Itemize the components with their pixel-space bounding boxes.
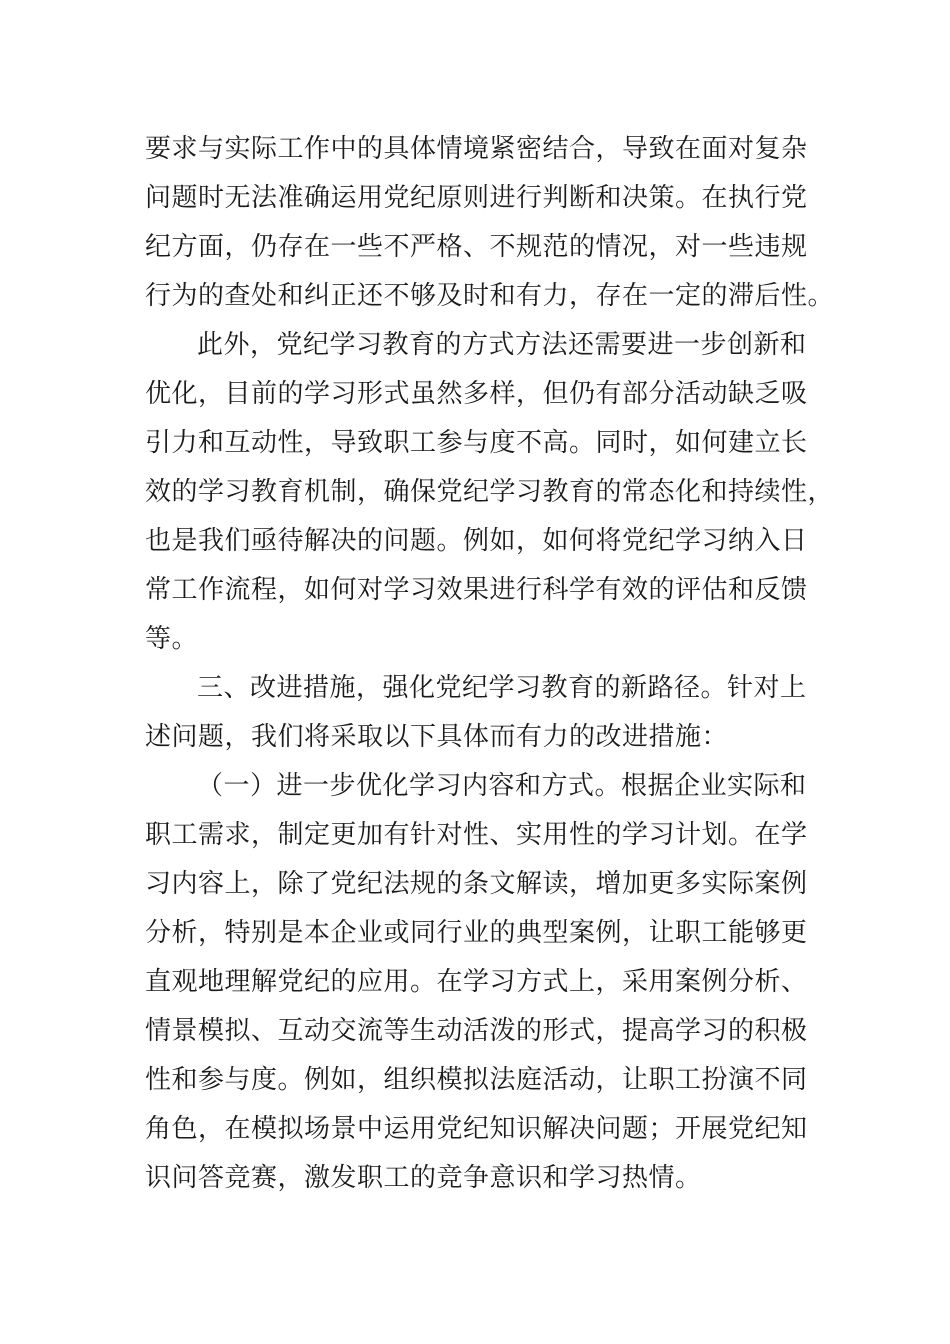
text-line: 效的学习教育机制，确保党纪学习教育的常态化和持续性， bbox=[145, 477, 835, 507]
paragraph bbox=[145, 125, 835, 321]
text-line: 述问题，我们将采取以下具体而有力的改进措施： bbox=[145, 722, 729, 752]
text-line: 职工需求，制定更加有针对性、实用性的学习计划。在学 bbox=[145, 820, 808, 850]
text-line: 习内容上，除了党纪法规的条文解读，增加更多实际案例 bbox=[145, 869, 808, 899]
paragraph bbox=[145, 762, 810, 1203]
text-line: 角色，在模拟场景中运用党纪知识解决问题；开展党纪知 bbox=[145, 1114, 808, 1144]
text-line: 分析，特别是本企业或同行业的典型案例，让职工能够更 bbox=[145, 918, 808, 948]
paragraph bbox=[145, 664, 810, 762]
text-line: （一）进一步优化学习内容和方式。根据企业实际和 bbox=[197, 771, 807, 801]
text-line: 引力和互动性，导致职工参与度不高。同时，如何建立长 bbox=[145, 428, 808, 458]
text-line: 优化，目前的学习形式虽然多样，但仍有部分活动缺乏吸 bbox=[145, 379, 808, 409]
text-line: 纪方面，仍存在一些不严格、不规范的情况，对一些违规 bbox=[145, 232, 808, 262]
text-line: 三、改进措施，强化党纪学习教育的新路径。针对上 bbox=[197, 673, 807, 703]
text-line: 等。 bbox=[145, 624, 199, 654]
text-line: 情景模拟、互动交流等生动活泼的形式，提高学习的积极 bbox=[145, 1016, 808, 1046]
text-line: 此外，党纪学习教育的方式方法还需要进一步创新和 bbox=[197, 330, 807, 360]
document-body bbox=[145, 125, 835, 1203]
text-line: 问题时无法准确运用党纪原则进行判断和决策。在执行党 bbox=[145, 183, 808, 213]
text-line: 行为的查处和纠正还不够及时和有力，存在一定的滞后性。 bbox=[145, 281, 835, 311]
text-line: 也是我们亟待解决的问题。例如，如何将党纪学习纳入日 bbox=[145, 526, 808, 556]
text-line: 性和参与度。例如，组织模拟法庭活动，让职工扮演不同 bbox=[145, 1065, 808, 1095]
text-line: 要求与实际工作中的具体情境紧密结合，导致在面对复杂 bbox=[145, 134, 808, 164]
text-line: 识问答竞赛，激发职工的竞争意识和学习热情。 bbox=[145, 1163, 702, 1193]
text-line: 直观地理解党纪的应用。在学习方式上，采用案例分析、 bbox=[145, 967, 808, 997]
paragraph bbox=[145, 321, 835, 664]
text-line: 常工作流程，如何对学习效果进行科学有效的评估和反馈 bbox=[145, 575, 808, 605]
